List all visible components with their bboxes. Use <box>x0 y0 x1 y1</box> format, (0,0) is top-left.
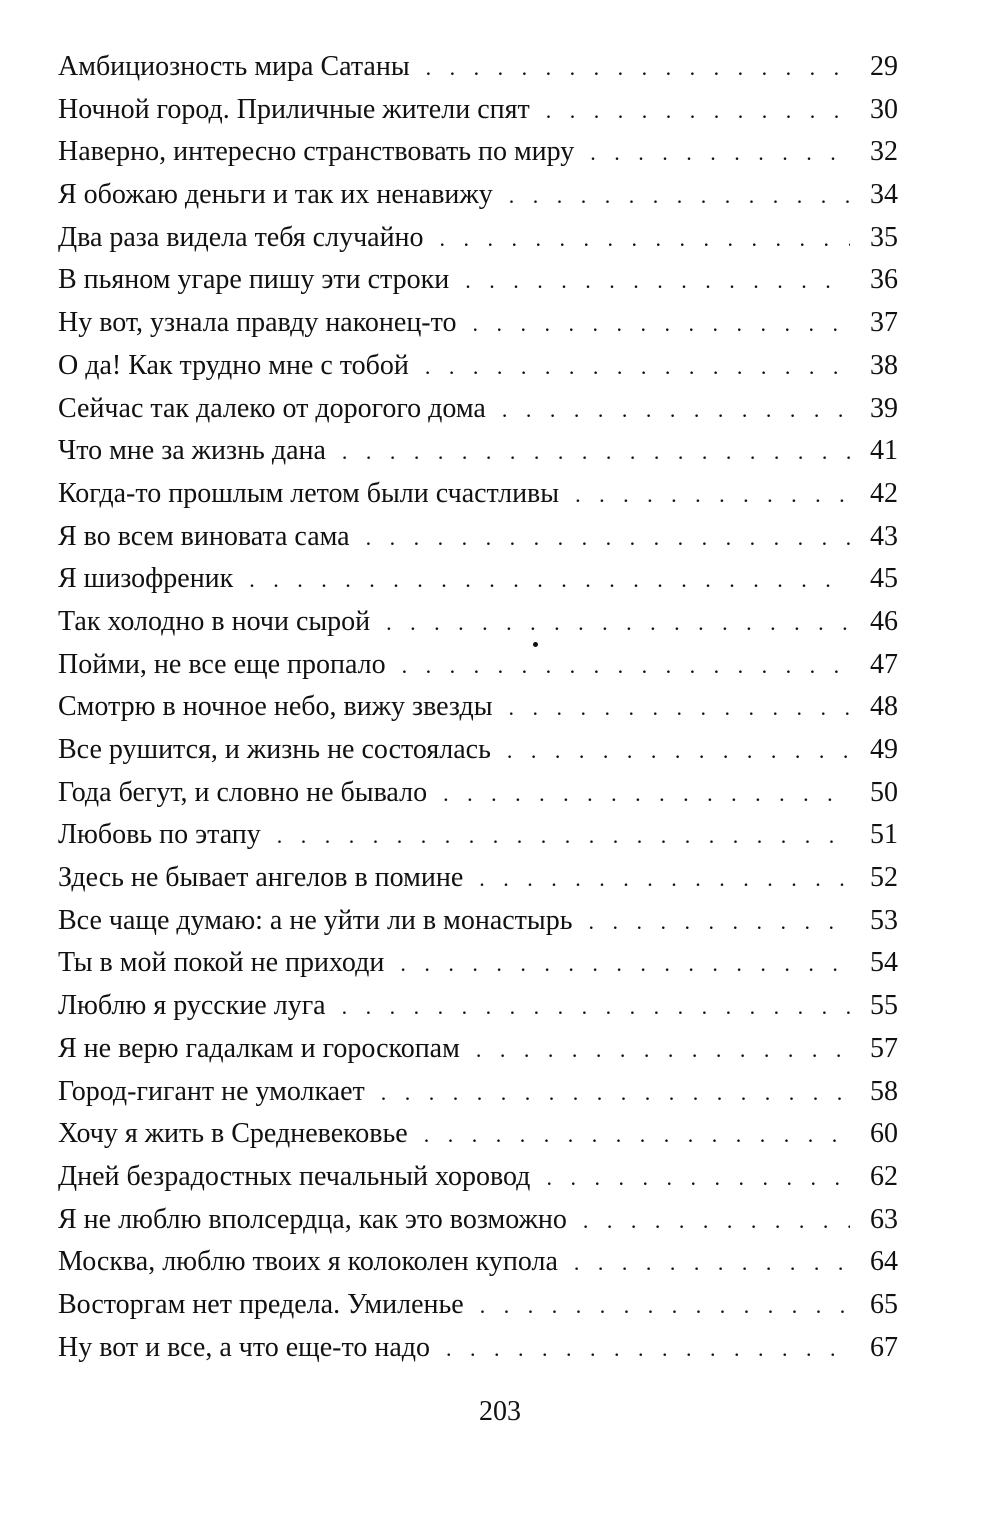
toc-entry <box>58 814 898 857</box>
entry-title: Амбициозность мира Сатаны <box>58 51 410 82</box>
entry-title: Все рушится, и жизнь не состоялась <box>58 734 491 765</box>
entry-page-number: 37 <box>870 307 898 339</box>
toc-entry <box>58 345 898 388</box>
dot-leader <box>546 1157 850 1200</box>
toc-entry <box>58 1199 898 1242</box>
entry-page-number: 36 <box>870 264 898 296</box>
toc-entry <box>58 1241 898 1284</box>
entry-page-number: 34 <box>870 179 898 211</box>
toc-entry <box>58 857 898 900</box>
dot-leader <box>402 645 850 688</box>
entry-page-number: 43 <box>870 520 898 552</box>
toc-entry <box>58 46 898 89</box>
entry-title: Любовь по этапу <box>58 819 261 851</box>
toc-entry <box>58 1327 898 1370</box>
toc-entry <box>58 900 898 943</box>
entry-title: Смотрю в ночное небо, вижу звезды <box>58 691 493 723</box>
dot-leader <box>589 901 851 944</box>
toc-entry <box>58 1284 898 1327</box>
dot-leader <box>381 1072 850 1115</box>
entry-title: Я шизофреник <box>58 563 234 595</box>
entry-page-number: 42 <box>870 477 898 509</box>
dot-leader <box>400 943 850 986</box>
entry-title: Люблю я русские луга <box>58 990 326 1022</box>
dot-leader <box>502 389 850 432</box>
entry-page-number: 35 <box>870 221 898 253</box>
toc-entry <box>58 942 898 985</box>
toc-entry <box>58 558 898 601</box>
entry-page-number: 51 <box>870 819 898 851</box>
toc-entry <box>58 89 898 132</box>
dot-leader <box>575 474 850 517</box>
entry-title: Когда-то прошлым летом были счастливы <box>58 477 560 509</box>
entry-title: Восторгам нет предела. Умиленье <box>58 1288 464 1320</box>
entry-title: Так холодно в ночи сырой <box>58 605 371 637</box>
entry-title: Ну вот и все, а что еще-то надо <box>58 1331 430 1363</box>
entry-page-number: 67 <box>870 1331 898 1363</box>
dot-leader <box>473 303 851 346</box>
entry-page-number: 52 <box>870 862 898 894</box>
toc-entry <box>58 217 898 260</box>
dot-leader <box>590 132 850 175</box>
toc-entry <box>58 729 898 772</box>
entry-page-number: 46 <box>870 605 898 637</box>
entry-page-number: 41 <box>870 435 898 467</box>
entry-page-number: 53 <box>870 904 898 936</box>
entry-page-number: 58 <box>870 1075 898 1107</box>
dot-leader <box>480 1285 850 1328</box>
toc-entry <box>58 473 898 516</box>
toc-entry <box>58 686 898 729</box>
dot-leader <box>476 1029 850 1072</box>
dot-leader <box>546 90 850 133</box>
dot-leader <box>583 1200 850 1243</box>
entry-title: Наверно, интересно странствовать по миру <box>58 136 575 168</box>
toc-entry <box>58 1028 898 1071</box>
entry-page-number: 29 <box>870 51 898 82</box>
toc-entry <box>58 131 898 174</box>
entry-page-number: 62 <box>870 1160 898 1192</box>
dot-leader <box>425 346 850 389</box>
entry-title: Сейчас так далеко от дорогого дома <box>58 392 486 424</box>
toc-entry <box>58 516 898 559</box>
dot-leader <box>424 1114 850 1157</box>
entry-page-number: 50 <box>870 776 898 808</box>
dot-leader <box>446 1328 850 1371</box>
toc-entry <box>58 772 898 815</box>
entry-page-number: 54 <box>870 947 898 979</box>
entry-page-number: 30 <box>870 93 898 125</box>
entry-page-number: 64 <box>870 1246 898 1278</box>
dot-leader <box>386 602 850 645</box>
dot-leader <box>574 1242 850 1285</box>
entry-page-number: 49 <box>870 734 898 765</box>
entry-title: О да! Как трудно мне с тобой <box>58 349 409 381</box>
entry-title: Дней безрадостных печальный хоровод <box>58 1160 531 1192</box>
entry-title: Пойми, не все еще пропало <box>58 648 386 680</box>
page-number: 203 <box>479 1396 521 1427</box>
entry-title: Здесь не бывает ангелов в помине <box>58 862 464 894</box>
toc-entry <box>58 388 898 431</box>
dot-leader <box>342 986 850 1029</box>
toc-entry <box>58 1156 898 1199</box>
entry-page-number: 47 <box>870 648 898 680</box>
dot-leader <box>342 431 850 474</box>
toc-entry <box>58 601 898 644</box>
entry-page-number: 55 <box>870 990 898 1022</box>
entry-page-number: 63 <box>870 1203 898 1235</box>
entry-title: Я обожаю деньги и так их ненавижу <box>58 179 493 211</box>
entry-page-number: 39 <box>870 392 898 424</box>
entry-title: В пьяном угаре пишу эти строки <box>58 264 450 296</box>
toc-entry <box>58 174 898 217</box>
entry-page-number: 60 <box>870 1118 898 1150</box>
toc-entry <box>58 644 898 687</box>
entry-page-number: 57 <box>870 1032 898 1064</box>
dot-leader <box>277 815 850 858</box>
stray-ink-dot <box>533 642 538 647</box>
entry-title: Город-гигант не умолкает <box>58 1075 365 1107</box>
toc-entry <box>58 259 898 302</box>
entry-page-number: 48 <box>870 691 898 723</box>
dot-leader <box>509 175 850 218</box>
dot-leader <box>465 260 850 303</box>
dot-leader <box>443 773 850 816</box>
entry-title: Ты в мой покой не приходи <box>58 947 385 979</box>
dot-leader <box>479 858 850 901</box>
entry-title: Я не верю гадалкам и гороскопам <box>58 1032 460 1064</box>
dot-leader <box>507 730 850 773</box>
toc-entry <box>58 430 898 473</box>
dot-leader <box>426 47 850 90</box>
entry-title: Года бегут, и словно не бывало <box>58 776 428 808</box>
entry-page-number: 38 <box>870 349 898 381</box>
entry-title: Я не люблю вполсердца, как это возможно <box>58 1203 567 1235</box>
entry-title: Хочу я жить в Средневековье <box>58 1118 408 1150</box>
entry-page-number: 65 <box>870 1288 898 1320</box>
dot-leader <box>249 559 850 602</box>
entry-page-number: 32 <box>870 136 898 168</box>
entry-title: Ночной город. Приличные жители спят <box>58 93 530 125</box>
dot-leader <box>366 517 850 560</box>
toc-entry <box>58 1071 898 1114</box>
dot-leader <box>440 218 850 261</box>
entry-title: Я во всем виновата сама <box>58 520 350 552</box>
entry-title: Москва, люблю твоих я колоколен купола <box>58 1246 558 1278</box>
entry-title: Два раза видела тебя случайно <box>58 221 424 253</box>
entry-title: Что мне за жизнь дана <box>58 435 326 467</box>
entry-title: Все чаще думаю: а не уйти ли в монастырь <box>58 904 573 936</box>
entry-page-number: 45 <box>870 563 898 595</box>
table-of-contents <box>58 46 898 1369</box>
toc-entry <box>58 985 898 1028</box>
toc-entry <box>58 1113 898 1156</box>
dot-leader <box>509 687 850 730</box>
toc-entry <box>58 302 898 345</box>
entry-title: Ну вот, узнала правду наконец-то <box>58 307 457 339</box>
